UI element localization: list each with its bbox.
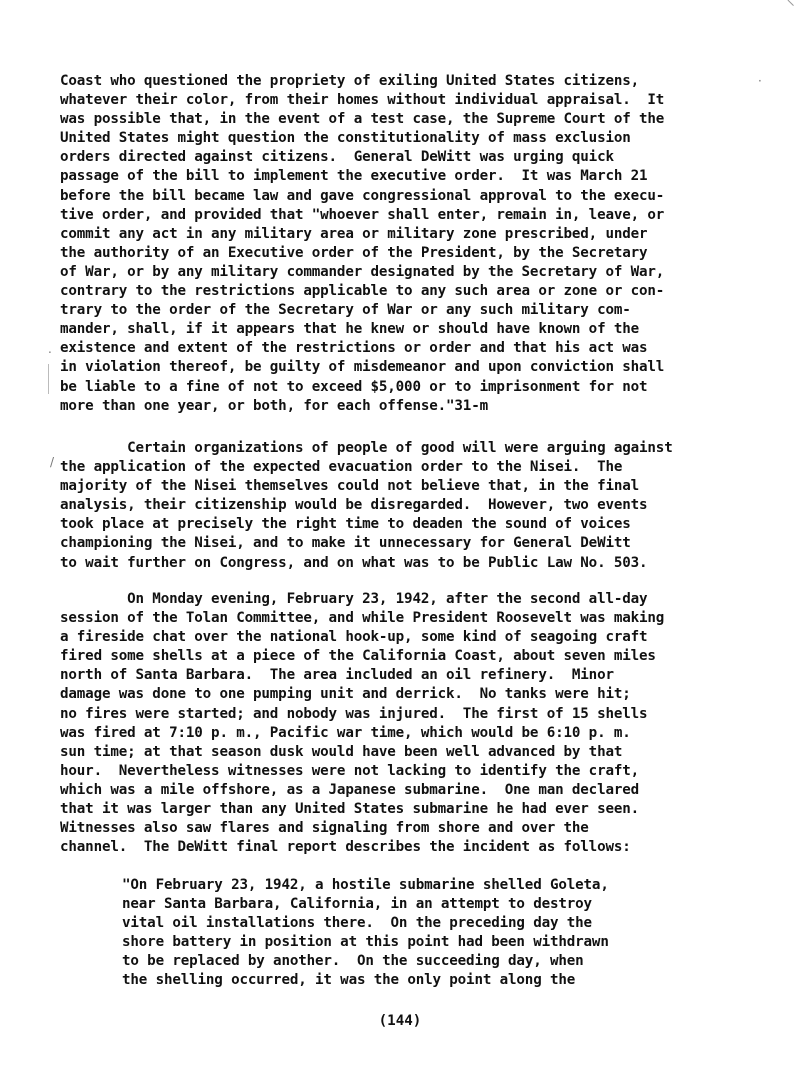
margin-line: [48, 364, 49, 394]
paragraph-1: Coast who questioned the propriety of exiling United States citizens, whatever their color, from their homes without individual appraisal. It was possible that, in the event of a test case, the Supreme Court of the United States might question the constitutionality of mass exclusion orders directed against citizens. General DeWitt was urging quick passage of the bill to implement the executive order. It was March 21 before the bill became law and gave congressional approval to the execu- tive order, and provided that "whoever shall enter, remain in, leave, or commit any act in any military area or military zone prescribed, under the authority of an Executive order of the President, by the Secretary of War, or by any military commander designated by the Secretary of War, contrary to the restrictions applicable to any such area or zone or con- trary to the order of the Secretary of War or any such military com- mander, shall, if it appears that he knew or should have known of the existence and extent of the restrictions or order and that his act was in violation thereof, be guilty of misdemeanor and upon conviction shall be liable to a fine of not to exceed $5,000 or to imprisonment for not more than one year, or both, for each offense."31-m: [60, 73, 665, 414]
page-number: (144): [378, 1013, 422, 1029]
margin-mark: /: [50, 455, 55, 469]
stray-mark: ·: [758, 74, 762, 88]
margin-mark: .: [48, 342, 52, 356]
paragraph-2: Certain organizations of people of good will were arguing against the application of the expected evacuation order to the Nisei. The majority of the Nisei themselves could not believe that, in the final analysis, their citizenship would be disregarded. However, two events took place at precisely the right time to deaden the sound of voices championing the Nisei, and to make it unnecessary for General DeWitt to wait further on Congress, and on what was to be Public Law No. 503.: [60, 440, 673, 571]
page-corner-mark: [787, 0, 799, 6]
block-quote: "On February 23, 1942, a hostile submarine shelled Goleta, near Santa Barbara, California, in an attempt to destroy vital oil installations there. On the preceding day the shore battery in position at this point had been withdrawn to be replaced by another. On the succeeding day, when the shelling occurred, it was the only point along the: [122, 877, 609, 989]
paragraph-3: On Monday evening, February 23, 1942, after the second all-day session of the Tolan Committee, and while President Roosevelt was making a fireside chat over the national hook-up, some kind of seagoing craft fired some shells at a piece of the California Coast, about seven miles north of Santa Barbara. The area included an oil refinery. Minor damage was done to one pumping unit and derrick. No tanks were hit; no fires were started; and nobody was injured. The first of 15 shells was fired at 7:10 p. m., Pacific war time, which would be 6:10 p. m. sun time; at that season dusk would have been well advanced by that hour. Nevertheless witnesses were not lacking to identify the craft, which was a mile offshore, as a Japanese submarine. One man declared that it was larger than any United States submarine he had ever seen. Witnesses also saw flares and signaling from shore and over the channel. The DeWitt final report describes the incident as follows:: [60, 591, 665, 856]
